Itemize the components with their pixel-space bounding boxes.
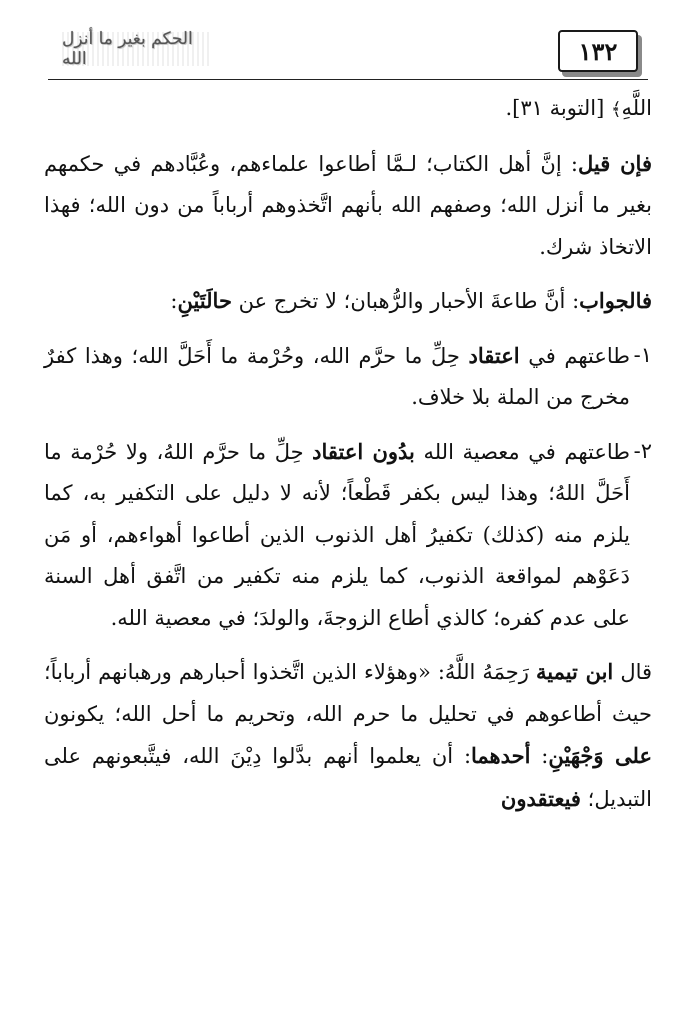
list-item-2 bbox=[44, 431, 652, 640]
quote-emphasis: على وَجْهَيْنِ bbox=[548, 743, 652, 768]
list-item-1 bbox=[44, 335, 652, 419]
quote-paragraph bbox=[44, 651, 652, 820]
objection-lead: فإن قيل bbox=[577, 150, 652, 176]
quote-emphasis: أحدهما bbox=[471, 743, 531, 768]
answer-lead: فالجواب bbox=[579, 288, 652, 313]
answer-paragraph bbox=[44, 280, 652, 323]
objection-paragraph bbox=[44, 143, 652, 269]
quote-text: قال bbox=[613, 660, 653, 684]
scholar-name: ابن تيمية bbox=[535, 659, 614, 684]
answer-end: : bbox=[170, 289, 178, 313]
list-item-emphasis: بدُون اعتقاد bbox=[312, 438, 415, 464]
quote-emphasis: فيعتقدون bbox=[500, 785, 581, 811]
list-item-number: ٢- bbox=[633, 438, 652, 463]
book-title-calligraphy: الحكم بغير ما أنزل الله bbox=[62, 32, 212, 66]
list-item-number: ١- bbox=[633, 342, 652, 367]
page-header bbox=[48, 28, 648, 82]
verse-reference: [التوبة ٣١]. bbox=[505, 96, 611, 120]
header-divider bbox=[48, 79, 648, 81]
quote-text: : bbox=[530, 744, 549, 768]
list-item-emphasis: اعتقاد bbox=[468, 342, 520, 368]
verse-ending bbox=[44, 88, 652, 131]
objection-text: : إنَّ أهل الكتاب؛ لـمَّا أطاعوا علماءهم، وعُبَّادهم في حكمهم بغير ما أنزل الله؛ وصفهم الله بأنهم اتَّخذوهم أرباباً من دون الله؛ فهذا الاتخاذ شرك. bbox=[44, 151, 652, 259]
list-item-text: طاعتهم في معصية الله bbox=[414, 439, 630, 464]
verse-word: اللَّهِ bbox=[621, 96, 652, 120]
list-item-text: طاعتهم في bbox=[519, 343, 631, 368]
answer-emphasis: حالَتَيْنِ bbox=[177, 288, 232, 313]
quran-bracket-symbol: ﴾ bbox=[611, 99, 622, 120]
page-number-box bbox=[558, 30, 638, 72]
answer-text: : أنَّ طاعةَ الأحبار والرُّهبان؛ لا تخرج عن bbox=[231, 289, 580, 313]
list-item-text: حِلِّ ما حرَّم اللهُ، ولا حُرْمة ما أَحَلَّ اللهُ؛ وهذا ليس بكفر قَطْعاً؛ لأنه لا دليل على التكفير به، كما يلزم منه (كذلك) تكفيرُ أهل الذنوب الذين أطاعوا أهواءهم، أو مَن دَعَوْهم لمواقعة الذنوب، كما يلزم منه تكفير من اتَّفق أهل السنة على عدم كفره؛ كالذي أطاع الزوجةَ، والولدَ؛ في معصية الله. bbox=[44, 439, 630, 630]
list-item-text: حِلِّ ما حرَّم الله، وحُرْمة ما أَحَلَّ الله؛ وهذا كفرٌ مخرج من الملة بلا خلاف. bbox=[44, 343, 630, 409]
page-body bbox=[44, 88, 652, 832]
quote-text: : أن يعلموا أنهم بدَّلوا دِيْنَ الله، فيتَّبعونهم على التبديل؛ bbox=[44, 744, 652, 811]
page-number: ١٣٢ bbox=[578, 36, 618, 66]
quote-text: رَحِمَهُ اللَّهُ: «وهؤلاء الذين اتَّخذوا أحبارهم ورهبانهم أرباباً؛ حيث أطاعوهم في تحليل ما حرم الله، وتحريم ما أحل الله؛ يكونون bbox=[44, 660, 652, 726]
